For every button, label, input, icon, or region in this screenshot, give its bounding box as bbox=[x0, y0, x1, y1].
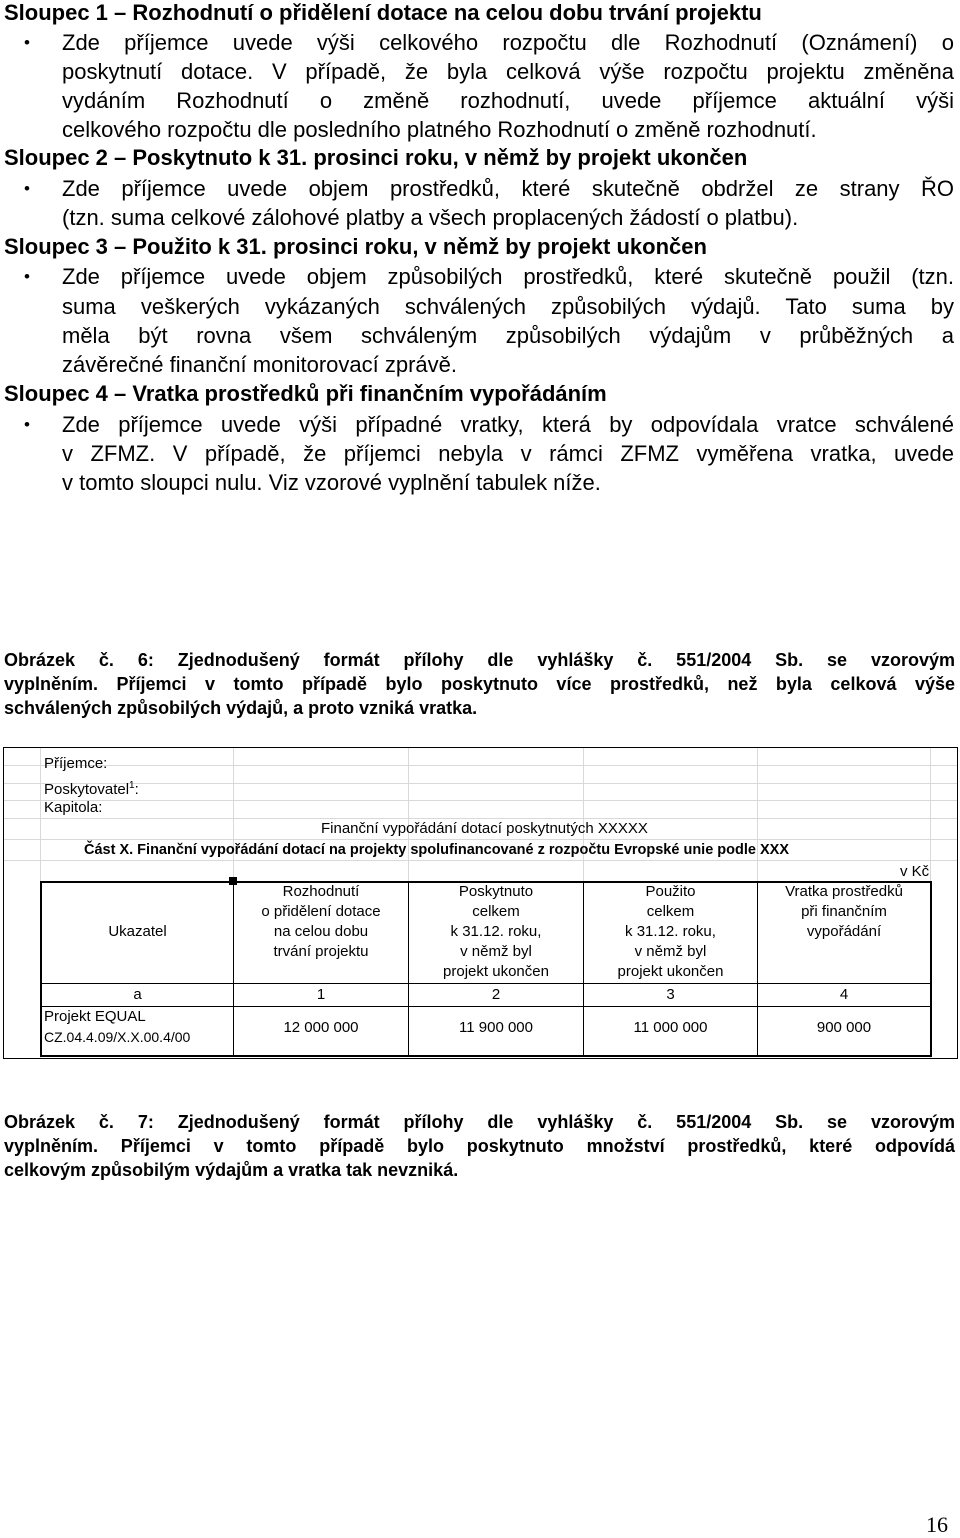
col-header-pouzito: Použito celkem k 31.12. roku, v němž byl projekt ukončen bbox=[617, 883, 724, 980]
section-3-line-1: Zde příjemce uvede objem způsobilých prostředků, které skutečně použil (tzn. bbox=[62, 264, 954, 289]
section-3-line-2: suma veškerých vykázaných schválených způsobilých výdajů. Tato suma by bbox=[62, 294, 954, 319]
figure-7-caption-line-2: vyplněním. Příjemci v tomto případě bylo poskytnuto množství prostředků, které odpovídá bbox=[4, 1136, 955, 1156]
section-1-line-2: poskytnutí dotace. V případě, že byla celková výše rozpočtu projektu změněna bbox=[62, 59, 954, 84]
figure-6-caption-line-3: schválených způsobilých výdajů, a proto vzniká vratka. bbox=[4, 698, 478, 718]
unit-label: v Kč bbox=[900, 863, 930, 880]
page-number: 16 bbox=[926, 1512, 948, 1537]
section-1-line-1: Zde příjemce uvede výši celkového rozpočtu dle Rozhodnutí (Oznámení) o bbox=[62, 30, 954, 55]
value-vratka: 900 000 bbox=[816, 1019, 872, 1036]
section-1-line-4: celkového rozpočtu dle posledního platného Rozhodnutí o změně rozhodnutí. bbox=[62, 117, 817, 142]
value-rozhodnuti: 12 000 000 bbox=[283, 1019, 359, 1036]
section-2-line-1: Zde příjemce uvede objem prostředků, které skutečně obdržel ze strany ŘO bbox=[62, 176, 954, 201]
figure-7-caption-line-3: celkovým způsobilým výdajům a vratka tak nevzniká. bbox=[4, 1160, 459, 1180]
bullet-icon: • bbox=[24, 415, 30, 434]
section-2-line-2: (tzn. suma celkové zálohové platby a všech proplacených žádostí o platbu). bbox=[62, 205, 799, 230]
spreadsheet-figure bbox=[3, 747, 958, 1059]
bullet-icon: • bbox=[24, 267, 30, 286]
section-3-heading: Sloupec 3 – Použito k 31. prosinci roku, v němž by projekt ukončen bbox=[4, 234, 707, 259]
row-label-project: Projekt EQUAL bbox=[44, 1008, 146, 1025]
bullet-icon: • bbox=[24, 33, 30, 52]
section-3-line-4: závěrečné finanční monitorovací zprávě. bbox=[62, 352, 457, 377]
bullet-icon: • bbox=[24, 179, 30, 198]
section-4-line-1: Zde příjemce uvede výši případné vratky, která by odpovídala vratce schválené bbox=[62, 412, 954, 437]
col-header-rozhodnuti: Rozhodnutí o přidělení dotace na celou dobu trvání projektu bbox=[261, 883, 381, 960]
value-pouzito: 11 000 000 bbox=[633, 1019, 708, 1036]
poskytovatel-label: Poskytovatel$^1$: bbox=[44, 780, 139, 798]
kapitola-label: Kapitola: bbox=[44, 799, 103, 816]
row-label-code: CZ.04.4.09/X.X.00.4/00 bbox=[44, 1029, 191, 1045]
section-4-line-2: v ZFMZ. V případě, že příjemci nebyla v rámci ZFMZ vyměřena vratka, uvede bbox=[62, 441, 954, 466]
figure-6-caption-line-1: Obrázek č. 6: Zjednodušený formát přílohy dle vyhlášky č. 551/2004 Sb. se vzorovým bbox=[4, 650, 955, 670]
section-4-heading: Sloupec 4 – Vratka prostředků při finančním vypořádáním bbox=[4, 381, 607, 406]
sheet-subtitle: Část X. Finanční vypořádání dotací na projekty spolufinancované z rozpočtu Evropské unie podle XXX bbox=[84, 842, 790, 858]
section-4-line-3: v tomto sloupci nulu. Viz vzorové vyplnění tabulek níže. bbox=[62, 470, 601, 495]
col-index-1: 1 bbox=[316, 986, 326, 1003]
section-3-line-3: měla být rovna všem schváleným způsobilých výdajům v průběžných a bbox=[62, 323, 954, 348]
col-header-ukazatel: Ukazatel bbox=[108, 923, 167, 940]
figure-6-caption-line-2: vyplněním. Příjemci v tomto případě bylo poskytnuto více prostředků, než byla celková výše bbox=[4, 674, 955, 694]
prijemce-label: Příjemce: bbox=[44, 755, 108, 772]
col-index-a: a bbox=[133, 986, 142, 1003]
figure-7-caption-line-1: Obrázek č. 7: Zjednodušený formát přílohy dle vyhlášky č. 551/2004 Sb. se vzorovým bbox=[4, 1112, 955, 1132]
col-index-3: 3 bbox=[666, 986, 675, 1003]
section-2-heading: Sloupec 2 – Poskytnuto k 31. prosinci roku, v němž by projekt ukončen bbox=[4, 145, 748, 170]
col-index-4: 4 bbox=[839, 986, 849, 1003]
section-1-line-3: vydáním Rozhodnutí o změně rozhodnutí, uvede příjemce aktuální výši bbox=[62, 88, 954, 113]
value-poskytnuto: 11 900 000 bbox=[459, 1019, 533, 1036]
section-1-heading: Sloupec 1 – Rozhodnutí o přidělení dotace na celou dobu trvání projektu bbox=[4, 0, 762, 25]
col-index-2: 2 bbox=[491, 986, 501, 1003]
sheet-title: Finanční vypořádání dotací poskytnutých XXXXX bbox=[321, 820, 648, 837]
col-header-poskytnuto: Poskytnuto celkem k 31.12. roku, v němž byl projekt ukončen bbox=[443, 883, 549, 980]
col-header-vratka: Vratka prostředků při finančním vypořádání bbox=[785, 883, 903, 940]
